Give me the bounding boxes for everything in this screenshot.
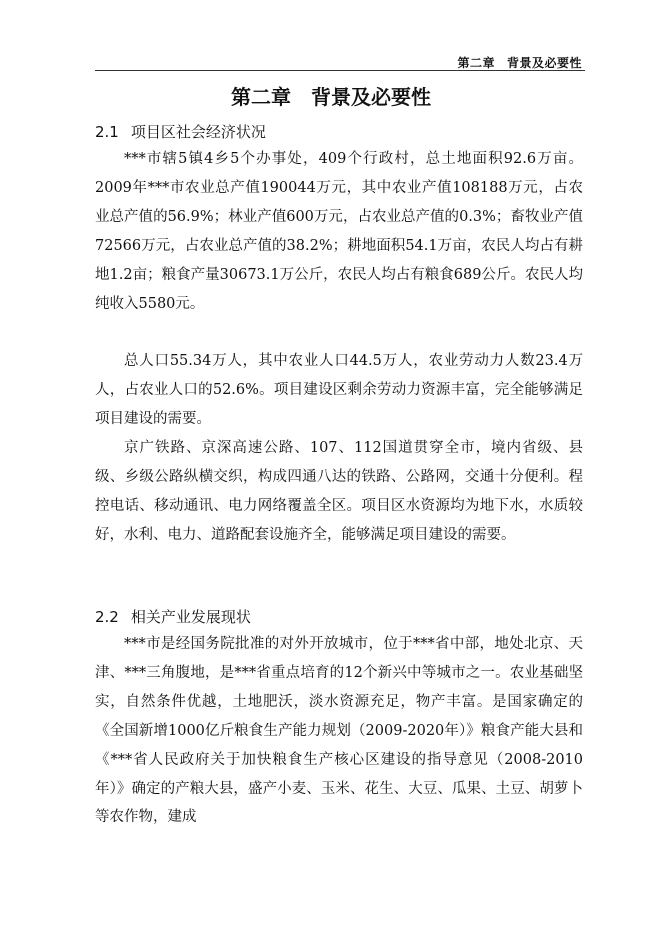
- running-header-chapter: 第二章: [457, 56, 495, 70]
- header-rule: [95, 70, 585, 71]
- section-heading-2-1: [95, 121, 266, 142]
- paragraph-industry: ***市是经国务院批准的对外开放城市，位于***省中部，地处北京、天津、***三角腹地，是***省重点培育的12个新兴中等城市之一。农业基础坚实，自然条件优越，土地肥沃，淡水资源充足，物产丰富。是国家确定的《全国新增1000亿斤粮食生产能力规划（2009-2020年）》粮食产能大县和《***省人民政府关于加快粮食生产核心区建设的指导意见（2008-2010年）》确定的产粮大县，盛产小麦、玉米、花生、大豆、瓜果、土豆、胡萝卜等农作物，建成: [95, 636, 583, 826]
- chapter-title: [0, 81, 662, 110]
- chapter-title-text: 背景及必要性: [311, 85, 431, 109]
- section-title: 项目区社会经济状况: [130, 123, 266, 141]
- paragraph-transport: 京广铁路、京深高速公路、107、112国道贯穿全市，境内省级、县级、乡级公路纵横交织，构成四通八达的铁路、公路网，交通十分便利。程控电话、移动通讯、电力网络覆盖全区。项目区水资源均为地下水，水质较好，水利、电力、道路配套设施齐全，能够满足项目建设的需要。: [95, 440, 583, 543]
- running-header: [457, 54, 582, 71]
- section-title: 相关产业发展现状: [130, 608, 251, 626]
- section-heading-2-2: [95, 606, 251, 627]
- paragraph-economy: ***市辖5镇4乡5个办事处，409个行政村，总土地面积92.6万亩。2009年***市农业总产值190044万元，其中农业产值108188万元，占农业总产值的56.9%；林业产值600万元，占农业总产值的0.3%；畜牧业产值72566万元，占农业总产值的38.2%；耕地面积54.1万亩，农民人均占有耕地1.2亩；粮食产量30673.1万公斤，农民人均占有粮食689公斤。农民人均纯收入5580元。: [95, 151, 583, 312]
- section-number: 2.1: [95, 123, 119, 141]
- running-header-section: 背景及必要性: [506, 56, 582, 70]
- section-number: 2.2: [95, 608, 119, 626]
- chapter-number: 第二章: [231, 85, 291, 109]
- paragraph-population: 总人口55.34万人，其中农业人口44.5万人，农业劳动力人数23.4万人，占农业人口的52.6%。项目建设区剩余劳动力资源丰富，完全能够满足项目建设的需要。: [95, 353, 583, 427]
